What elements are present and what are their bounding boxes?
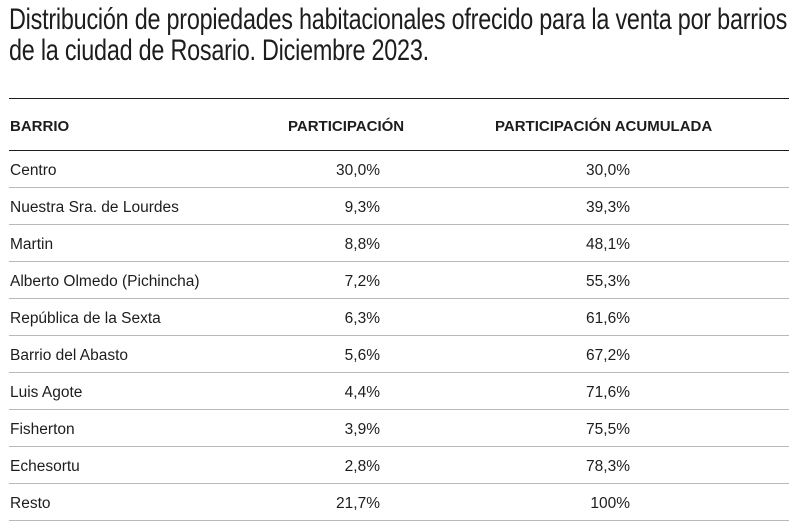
cell-participacion: 8,8% bbox=[344, 236, 380, 253]
header-participacion: PARTICIPACIÓN bbox=[288, 118, 405, 135]
cell-participacion: 6,3% bbox=[344, 310, 380, 327]
header-participacion-acumulada: PARTICIPACIÓN ACUMULADA bbox=[495, 118, 713, 135]
table-row bbox=[9, 373, 789, 410]
table-row bbox=[9, 188, 789, 225]
cell-participacion: 7,2% bbox=[344, 273, 380, 290]
cell-participacion-acumulada: 30,0% bbox=[586, 162, 630, 179]
table-header-row bbox=[9, 99, 789, 151]
cell-barrio: Luis Agote bbox=[10, 384, 83, 401]
table-row bbox=[9, 262, 789, 299]
table-row bbox=[9, 410, 789, 447]
cell-barrio: Barrio del Abasto bbox=[10, 347, 129, 364]
table-row bbox=[9, 447, 789, 484]
cell-participacion-acumulada: 61,6% bbox=[586, 310, 630, 327]
cell-participacion: 3,9% bbox=[344, 421, 380, 438]
cell-participacion-acumulada: 75,5% bbox=[586, 421, 630, 438]
cell-barrio: Alberto Olmedo (Pichincha) bbox=[10, 273, 200, 290]
table-row bbox=[9, 336, 789, 373]
header-barrio: BARRIO bbox=[10, 118, 70, 135]
table-row bbox=[9, 484, 789, 521]
table-row bbox=[9, 299, 789, 336]
cell-participacion: 21,7% bbox=[336, 495, 380, 512]
data-table bbox=[9, 98, 789, 521]
cell-participacion-acumulada: 67,2% bbox=[586, 347, 630, 364]
cell-participacion: 5,6% bbox=[344, 347, 380, 364]
cell-participacion-acumulada: 55,3% bbox=[586, 273, 630, 290]
title-line-2: de la ciudad de Rosario. Diciembre 2023. bbox=[9, 34, 429, 67]
cell-barrio: Martin bbox=[10, 236, 54, 253]
cell-participacion-acumulada: 71,6% bbox=[586, 384, 630, 401]
cell-barrio: Fisherton bbox=[10, 421, 75, 438]
cell-participacion: 4,4% bbox=[344, 384, 380, 401]
cell-barrio: República de la Sexta bbox=[10, 310, 161, 327]
cell-participacion-acumulada: 48,1% bbox=[586, 236, 630, 253]
title-line-1: Distribución de propiedades habitacionales ofrecido para la venta por barrios bbox=[9, 3, 788, 36]
cell-participacion: 30,0% bbox=[336, 162, 380, 179]
table-body bbox=[9, 151, 789, 521]
cell-participacion-acumulada: 39,3% bbox=[586, 199, 630, 216]
cell-participacion-acumulada: 78,3% bbox=[586, 458, 630, 475]
cell-participacion: 2,8% bbox=[344, 458, 380, 475]
cell-barrio: Centro bbox=[10, 162, 57, 179]
page-title bbox=[9, 3, 788, 67]
cell-barrio: Resto bbox=[10, 495, 51, 512]
cell-barrio: Nuestra Sra. de Lourdes bbox=[10, 199, 179, 216]
table-row bbox=[9, 225, 789, 262]
cell-participacion: 9,3% bbox=[344, 199, 380, 216]
cell-participacion-acumulada: 100% bbox=[590, 495, 630, 512]
table-row bbox=[9, 151, 789, 188]
cell-barrio: Echesortu bbox=[10, 458, 80, 475]
